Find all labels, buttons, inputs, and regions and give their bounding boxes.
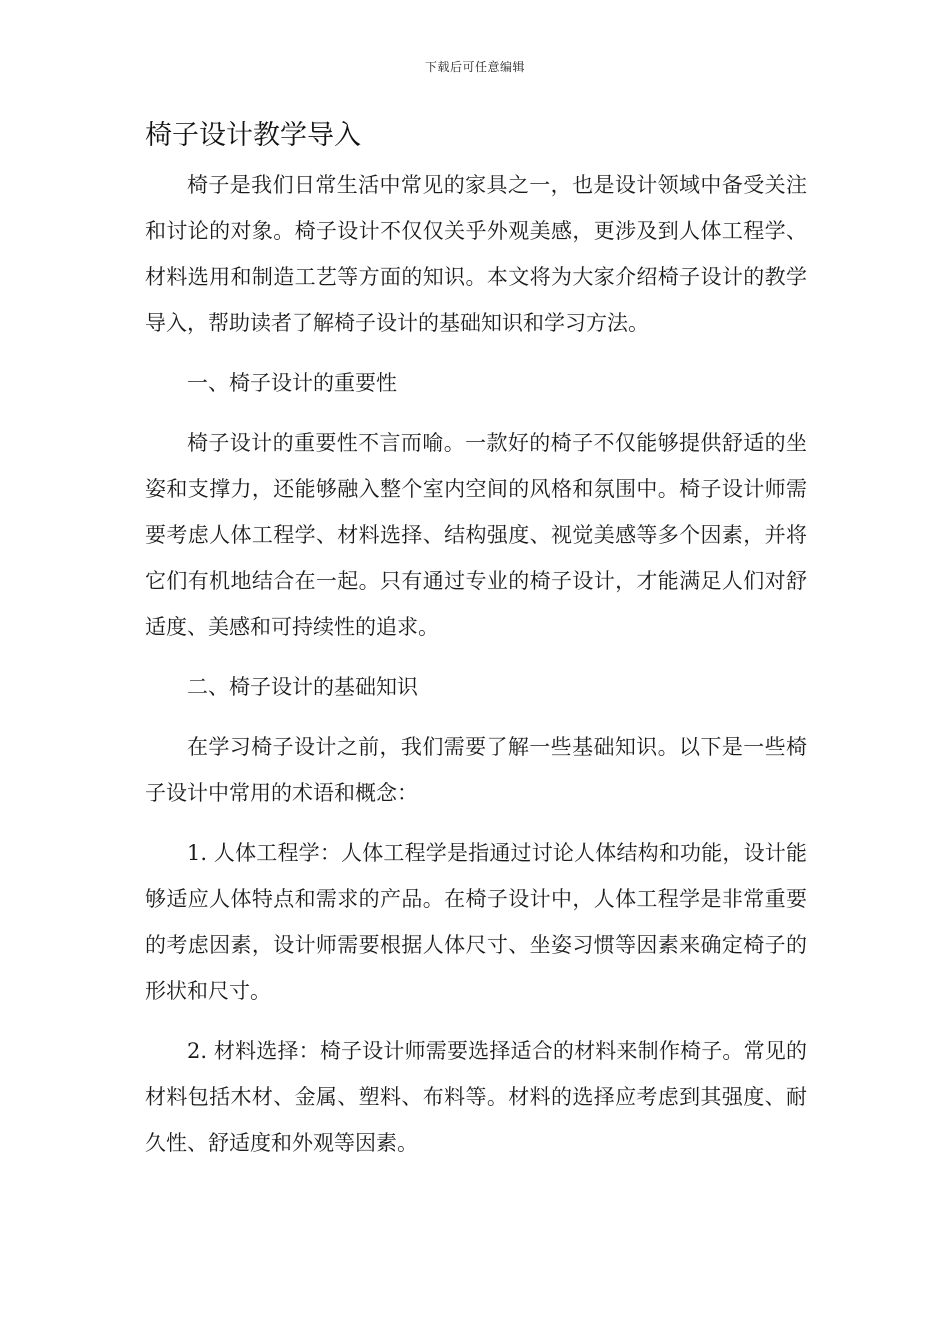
document-body xyxy=(145,162,807,1180)
document-title: 椅子设计教学导入 xyxy=(145,120,361,151)
section-heading-importance: 一、椅子设计的重要性 xyxy=(187,371,397,395)
basics-intro-paragraph: 在学习椅子设计之前，我们需要了解一些基础知识。以下是一些椅子设计中常用的术语和概念： xyxy=(145,735,807,805)
list-item-ergonomics: 1. 人体工程学：人体工程学是指通过讨论人体结构和功能，设计能够适应人体特点和需求的产品。在椅子设计中，人体工程学是非常重要的考虑因素，设计师需要根据人体尺寸、坐姿习惯等因素来确定椅子的形状和尺寸。 xyxy=(145,841,807,1003)
intro-paragraph: 椅子是我们日常生活中常见的家具之一，也是设计领域中备受关注和讨论的对象。椅子设计不仅仅关乎外观美感，更涉及到人体工程学、材料选用和制造工艺等方面的知识。本文将为大家介绍椅子设计的教学导入，帮助读者了解椅子设计的基础知识和学习方法。 xyxy=(145,173,807,335)
section-heading-basics: 二、椅子设计的基础知识 xyxy=(187,675,418,699)
header-note: 下载后可任意编辑 xyxy=(424,60,525,74)
importance-paragraph: 椅子设计的重要性不言而喻。一款好的椅子不仅能够提供舒适的坐姿和支撑力，还能够融入整个室内空间的风格和氛围中。椅子设计师需要考虑人体工程学、材料选择、结构强度、视觉美感等多个因素，并将它们有机地结合在一起。只有通过专业的椅子设计，才能满足人们对舒适度、美感和可持续性的追求。 xyxy=(145,431,807,639)
list-item-materials: 2. 材料选择：椅子设计师需要选择适合的材料来制作椅子。常见的材料包括木材、金属、塑料、布料等。材料的选择应考虑到其强度、耐久性、舒适度和外观等因素。 xyxy=(145,1039,807,1155)
